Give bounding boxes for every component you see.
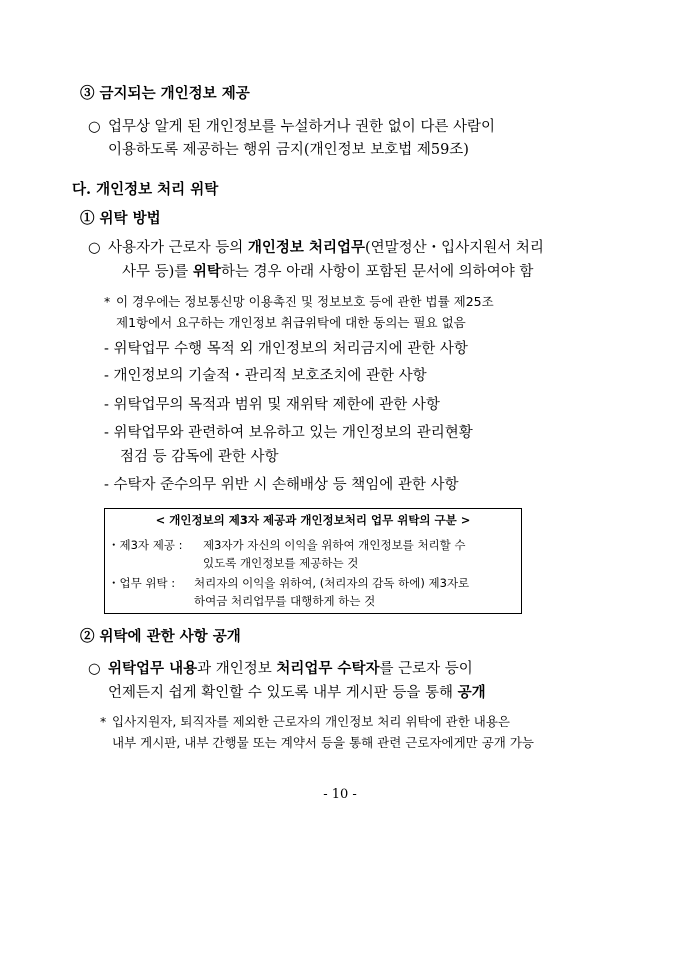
section-heading-prohibited-provision: ③ 금지되는 개인정보 제공 xyxy=(80,85,250,102)
text-span: 사무 등)를 xyxy=(122,264,193,280)
bold-text: 공개 xyxy=(457,684,486,701)
note-mark: * xyxy=(100,714,107,729)
list-item-continuation: 점검 등 감독에 관한 사항 xyxy=(120,449,279,465)
paragraph-line xyxy=(122,265,533,280)
paragraph-line xyxy=(108,241,544,256)
section-heading-disclosure: ② 위탁에 관한 사항 공개 xyxy=(80,628,241,645)
note-mark: * xyxy=(104,294,111,309)
text-span: 를 근로자 등이 xyxy=(379,661,473,677)
bold-text: 처리업무 수탁자 xyxy=(276,660,380,677)
paragraph-line xyxy=(108,686,486,701)
note-line: 제1항에서 요구하는 개인정보 취급위탁에 대한 동의는 필요 없음 xyxy=(116,315,466,330)
text-span: 사용자가 근로자 등의 xyxy=(108,240,248,256)
page-number: - 10 - xyxy=(323,787,357,802)
text-span: 과 개인정보 xyxy=(197,661,277,677)
text-span: 하는 경우 아래 사항이 포함된 문서에 의하여야 함 xyxy=(220,264,534,280)
text-span: (연말정산・입사지원서 처리 xyxy=(365,240,544,256)
subsection-heading-outsourcing: 다. 개인정보 처리 위탁 xyxy=(72,181,219,198)
note-line: 입사지원자, 퇴직자를 제외한 근로자의 개인정보 처리 위탁에 관한 내용은 xyxy=(112,714,511,729)
bold-text: 위탁업무 내용 xyxy=(108,660,198,677)
box-row-label: ・업무 위탁 : xyxy=(108,576,176,590)
paragraph-line: 업무상 알게 된 개인정보를 누설하거나 권한 없이 다른 사람이 xyxy=(108,119,496,135)
box-row-text: 제3자가 자신의 이익을 위하여 개인정보를 처리할 수 xyxy=(203,538,466,552)
box-title: < 개인정보의 제3자 제공과 개인정보처리 업무 위탁의 구분 > xyxy=(155,513,471,527)
list-item: - 위탁업무의 목적과 범위 및 재위탁 제한에 관한 사항 xyxy=(104,397,440,413)
note-line: 내부 게시판, 내부 간행물 또는 계약서 등을 통해 관련 근로자에게만 공개 가능 xyxy=(112,735,535,750)
box-row-text: 있도록 개인정보를 제공하는 것 xyxy=(203,556,359,570)
bullet-mark: ○ xyxy=(88,240,101,256)
box-row-text: 처리자의 이익을 위하여, (처리자의 감독 하에) 제3자로 xyxy=(194,576,470,590)
bold-text: 개인정보 처리업무 xyxy=(247,239,365,256)
bullet-mark: ○ xyxy=(88,661,101,677)
box-row-label: ・제3자 제공 : xyxy=(108,538,183,552)
box-row-text: 하여금 처리업무를 대행하게 하는 것 xyxy=(194,594,376,608)
bullet-mark: ○ xyxy=(88,119,101,135)
note-line: 이 경우에는 정보통신망 이용촉진 및 정보보호 등에 관한 법률 제25조 xyxy=(116,294,494,309)
text-span: 언제든지 쉽게 확인할 수 있도록 내부 게시판 등을 통해 xyxy=(108,685,458,701)
list-item: - 수탁자 준수의무 위반 시 손해배상 등 책임에 관한 사항 xyxy=(104,477,459,493)
paragraph-line: 이용하도록 제공하는 행위 금지(개인정보 보호법 제59조) xyxy=(108,142,469,158)
bold-text: 위탁 xyxy=(192,263,221,280)
list-item: - 개인정보의 기술적・관리적 보호조치에 관한 사항 xyxy=(104,368,427,384)
list-item: - 위탁업무와 관련하여 보유하고 있는 개인정보의 관리현황 xyxy=(104,425,473,441)
section-heading-outsourcing-method: ① 위탁 방법 xyxy=(80,210,161,227)
paragraph-line xyxy=(108,662,473,677)
list-item: - 위탁업무 수행 목적 외 개인정보의 처리금지에 관한 사항 xyxy=(104,341,468,357)
